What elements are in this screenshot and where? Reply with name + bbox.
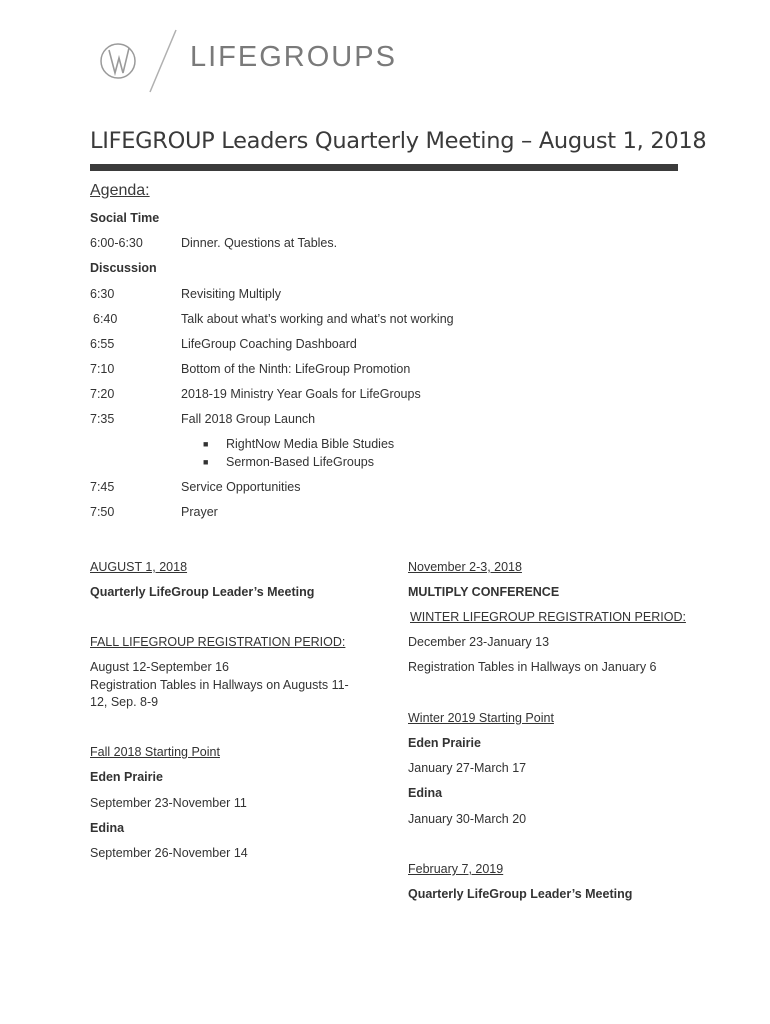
date-range: August 12-September 16 <box>90 660 229 674</box>
date-range: January 27-March 17 <box>408 761 527 775</box>
agenda-item: Talk about what’s working and what’s not working <box>181 312 454 326</box>
agenda-time: 6:40 <box>93 312 118 326</box>
agenda-time: 7:20 <box>90 387 115 401</box>
agenda-item: Dinner. Questions at Tables. <box>181 236 338 250</box>
location-label: Edina <box>90 821 125 835</box>
agenda-time: 6:00-6:30 <box>90 236 143 250</box>
agenda-item: 2018-19 Ministry Year Goals for LifeGroups <box>181 387 421 401</box>
section-heading: WINTER LIFEGROUP REGISTRATION PERIOD: <box>410 610 686 624</box>
discussion-heading: Discussion <box>90 261 157 275</box>
date-range: September 23-November 11 <box>90 796 247 810</box>
agenda-heading: Agenda: <box>90 182 150 199</box>
agenda-item: Fall 2018 Group Launch <box>181 412 316 426</box>
location-label: Eden Prairie <box>408 736 481 750</box>
registration-note: Registration Tables in Hallways on Augusts 11-12, Sep. 8-9 <box>90 678 349 709</box>
lifegroups-logo <box>96 28 397 94</box>
date-range: December 23-January 13 <box>408 635 550 649</box>
agenda-time: 7:10 <box>90 362 115 376</box>
logo-text: LIFEGROUPS <box>190 41 397 73</box>
agenda-item: Bottom of the Ninth: LifeGroup Promotion <box>181 362 411 376</box>
agenda-item: Service Opportunities <box>181 480 301 494</box>
logo-mark-icon <box>96 28 186 94</box>
list-item: RightNow Media Bible Studies <box>226 437 395 451</box>
event-date: February 7, 2019 <box>408 862 504 876</box>
registration-note: Registration Tables in Hallways on January 6 <box>408 660 657 674</box>
event-date: AUGUST 1, 2018 <box>90 560 188 574</box>
location-label: Eden Prairie <box>90 770 163 784</box>
event-date: November 2-3, 2018 <box>408 560 522 574</box>
bullet-icon: ■ <box>203 439 209 449</box>
bullet-icon: ■ <box>203 457 209 467</box>
event-title: Quarterly LifeGroup Leader’s Meeting <box>90 585 315 599</box>
page-title: LIFEGROUP Leaders Quarterly Meeting – August 1, 2018 <box>90 128 707 154</box>
agenda-item: LifeGroup Coaching Dashboard <box>181 337 357 351</box>
social-time-heading: Social Time <box>90 211 160 225</box>
section-heading: Winter 2019 Starting Point <box>408 711 554 725</box>
agenda-time: 6:30 <box>90 287 115 301</box>
event-title: MULTIPLY CONFERENCE <box>408 585 560 599</box>
event-title: Quarterly LifeGroup Leader’s Meeting <box>408 887 633 901</box>
title-divider <box>90 164 678 171</box>
agenda-item: Revisiting Multiply <box>181 287 282 301</box>
section-heading: FALL LIFEGROUP REGISTRATION PERIOD: <box>90 635 346 649</box>
agenda-time: 7:45 <box>90 480 115 494</box>
location-label: Edina <box>408 786 443 800</box>
agenda-time: 7:35 <box>90 412 115 426</box>
section-heading: Fall 2018 Starting Point <box>90 745 220 759</box>
list-item: Sermon-Based LifeGroups <box>226 455 374 469</box>
agenda-time: 7:50 <box>90 505 115 519</box>
agenda-item: Prayer <box>181 505 218 519</box>
date-range: January 30-March 20 <box>408 812 527 826</box>
date-range: September 26-November 14 <box>90 846 248 860</box>
agenda-time: 6:55 <box>90 337 115 351</box>
